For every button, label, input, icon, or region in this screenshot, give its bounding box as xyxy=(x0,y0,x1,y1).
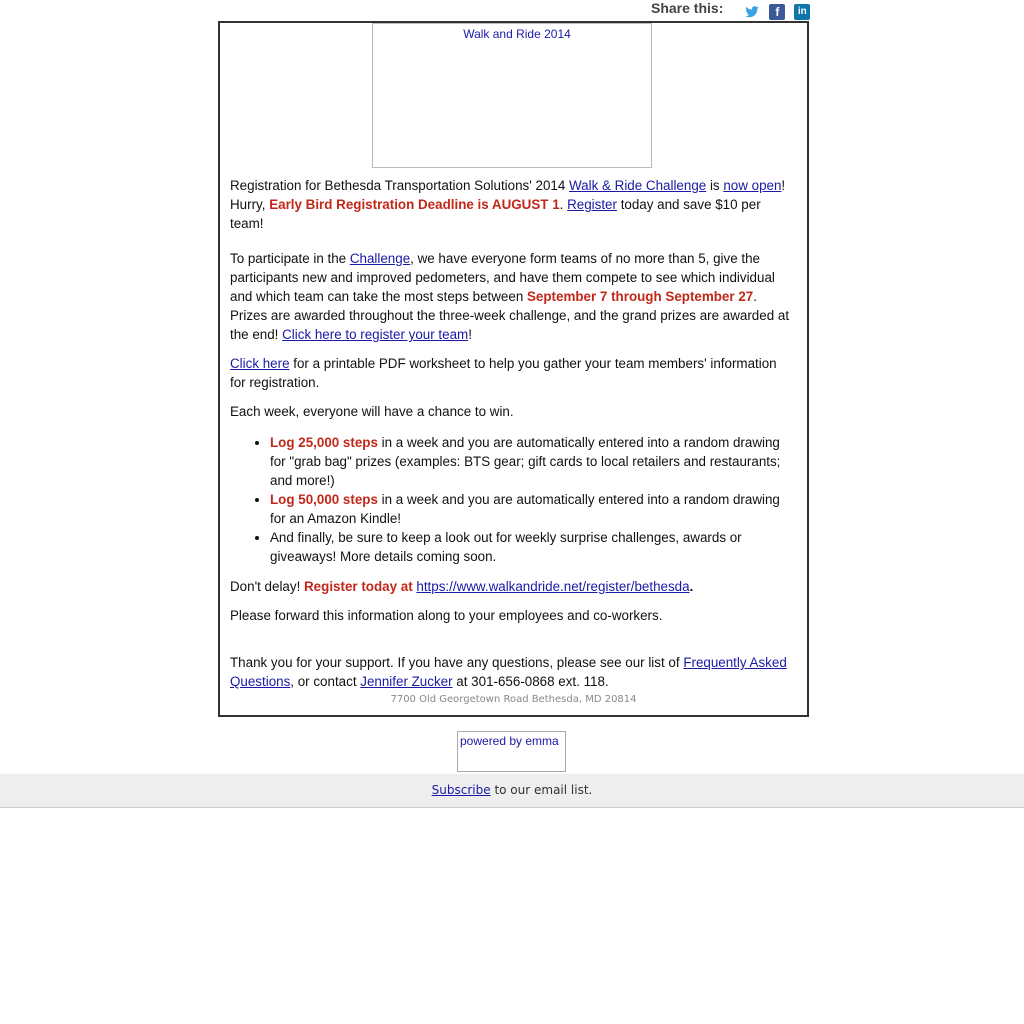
address-footer: 7700 Old Georgetown Road Bethesda, MD 20814 xyxy=(390,694,637,705)
linkedin-icon[interactable]: in xyxy=(794,4,810,20)
emma-badge-alt: powered by emma xyxy=(460,734,559,748)
register-cta-paragraph: Don't delay! Register today at https://www.walkandride.net/register/bethesda. xyxy=(230,579,694,594)
faq-link[interactable]: Frequently Asked Questions xyxy=(230,655,787,689)
walk-ride-challenge-link[interactable]: Walk & Ride Challenge xyxy=(569,178,707,193)
email-container xyxy=(218,21,809,717)
register-link[interactable]: Register xyxy=(567,197,617,212)
challenge-link[interactable]: Challenge xyxy=(349,251,411,266)
emma-badge[interactable] xyxy=(457,731,566,772)
worksheet-paragraph: Click here for a printable PDF worksheet to help you gather your team members' information for registration. xyxy=(230,356,777,390)
challenge-paragraph: To participate in the Challenge, we have everyone form teams of no more than 5, give the participants new and improved pedometers, and have them compete to see which individual and which team can take the most steps between September 7 through September 27. Prizes are awarded throughout the three-week challenge, and the grand prizes are awarded at the end! Click here to register your team! xyxy=(230,251,790,342)
thanks-paragraph: Thank you for your support. If you have any questions, please see our list of Frequently Asked Questions, or contact Jennifer Zucker at 301-656-0868 ext. 118. xyxy=(230,655,787,689)
challenge-dates: September 7 through September 27 xyxy=(527,289,754,304)
now-open-link[interactable]: now open xyxy=(723,178,782,193)
register-url-link[interactable]: https://www.walkandride.net/register/bethesda xyxy=(416,579,690,594)
list-item: • And finally, be sure to keep a look out for weekly surprise challenges, awards or giveaways! More details coming soon. xyxy=(270,528,795,566)
share-bar xyxy=(651,0,810,20)
subscribe-link[interactable]: Subscribe xyxy=(431,783,491,797)
hero-image xyxy=(372,23,652,168)
hero-image-alt: Walk and Ride 2014 xyxy=(463,27,571,41)
deadline-text: Early Bird Registration Deadline is AUGUST 1 xyxy=(269,197,560,212)
register-team-link[interactable]: Click here to register your team xyxy=(282,327,469,342)
list-item: • Log 50,000 steps in a week and you are automatically entered into a random drawing for an Amazon Kindle! xyxy=(270,490,795,528)
share-label: Share this: xyxy=(651,0,724,16)
list-item: • Log 25,000 steps in a week and you are automatically entered into a random drawing for "grab bag" prizes (examples: BTS gear; gift cards to local retailers and restaurants; and more!) xyxy=(270,433,795,490)
contact-link[interactable]: Jennifer Zucker xyxy=(360,674,453,689)
forward-paragraph: Please forward this information along to your employees and co-workers. xyxy=(230,608,663,623)
subscribe-footer: Subscribe to our email list. xyxy=(0,774,1024,808)
worksheet-link[interactable]: Click here xyxy=(230,356,290,371)
weekly-paragraph: Each week, everyone will have a chance to win. xyxy=(230,404,514,419)
twitter-icon[interactable] xyxy=(744,4,760,20)
facebook-icon[interactable]: f xyxy=(769,4,785,20)
intro-paragraph: Registration for Bethesda Transportation Solutions' 2014 Walk & Ride Challenge is now open! Hurry, Early Bird Registration Deadline is AUGUST 1. Register today and save $10 per team! xyxy=(230,178,786,231)
email-body xyxy=(230,176,795,691)
prize-list xyxy=(230,433,795,566)
